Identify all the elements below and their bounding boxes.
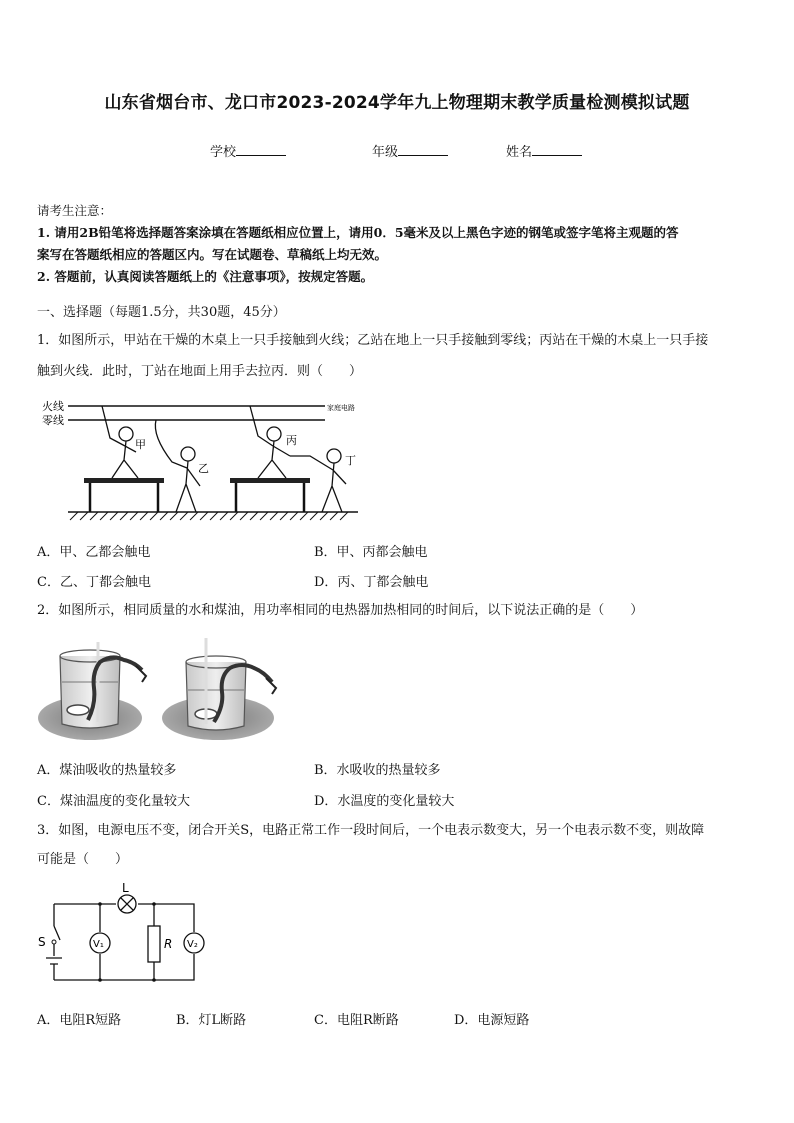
- wire-right-bottom: [54, 904, 194, 980]
- person-jia: [102, 406, 138, 478]
- school-label: 学校: [210, 145, 237, 160]
- section-heading: 一、选择题（每题1.5分，共30题，45分）: [37, 305, 286, 320]
- name-field: [506, 141, 582, 160]
- name-blank[interactable]: [532, 143, 582, 156]
- v1-label: V₁: [93, 939, 104, 950]
- resistor-symbol: [148, 926, 160, 962]
- school-blank[interactable]: [236, 143, 286, 156]
- person-ding-label: 丁: [345, 454, 356, 467]
- switch-label: S: [38, 935, 46, 949]
- q1-option-a[interactable]: A．甲、乙都会触电: [37, 545, 151, 560]
- q1-figure: [40, 396, 370, 524]
- person-bing: [250, 406, 290, 478]
- q3-circuit: [36, 880, 216, 990]
- notice-item-1-line-2: 案写在答题纸相应的答题区内。写在试题卷、草稿纸上均无效。: [37, 247, 388, 262]
- q2-option-b[interactable]: B．水吸收的热量较多: [314, 763, 441, 778]
- person-yi-label: 乙: [198, 462, 209, 475]
- beaker-water: [38, 642, 146, 740]
- q3-option-a[interactable]: A．电阻R短路: [37, 1013, 122, 1028]
- notice-item-2: 2. 答题前，认真阅读答题纸上的《注意事项》，按规定答题。: [37, 269, 374, 284]
- q2-stem: 2．如图所示，相同质量的水和煤油，用功率相同的电热器加热相同的时间后，以下说法正确的是（ ）: [37, 603, 644, 618]
- table-left: [84, 478, 164, 512]
- circuit-label: 家庭电路: [327, 404, 355, 412]
- q3-option-b[interactable]: B．灯L断路: [176, 1013, 247, 1028]
- grade-field: [372, 141, 448, 160]
- person-yi: [155, 420, 200, 512]
- notice-heading: 请考生注意：: [37, 203, 113, 218]
- notice-item-1-line-1: 1. 请用2B铅笔将选择题答案涂填在答题纸相应位置上，请用0．5毫米及以上黑色字迹的钢笔或签字笔将主观题的答: [37, 225, 679, 240]
- q3-option-d[interactable]: D．电源短路: [454, 1013, 530, 1028]
- switch-blade: [54, 926, 60, 940]
- ground-hatching: [70, 512, 348, 520]
- name-label: 姓名: [506, 145, 533, 160]
- notice-block: [37, 200, 759, 288]
- grade-label: 年级: [372, 145, 399, 160]
- beaker-kerosene: [162, 638, 276, 740]
- q2-figure: [38, 632, 278, 748]
- live-wire-label: 火线: [42, 400, 64, 413]
- q3-stem-line-1: 3．如图，电源电压不变，闭合开关S，电路正常工作一段时间后，一个电表示数变大，另一个电表示数不变，则故障: [37, 823, 705, 838]
- lamp-label: L: [122, 881, 129, 895]
- person-jia-label: 甲: [135, 438, 146, 451]
- v2-label: V₂: [187, 939, 198, 950]
- q3-option-c[interactable]: C．电阻R断路: [314, 1013, 399, 1028]
- q1-option-c[interactable]: C．乙、丁都会触电: [37, 575, 151, 590]
- grade-blank[interactable]: [398, 143, 448, 156]
- resistor-label: R: [164, 937, 173, 951]
- q1-stem-line-1: 1．如图所示，甲站在干燥的木桌上一只手接触到火线；乙站在地上一只手接触到零线；丙站在干燥的木桌上一只手接: [37, 333, 709, 348]
- page-title: 山东省烟台市、龙口市2023-2024学年九上物理期末教学质量检测模拟试题: [104, 93, 690, 113]
- q1-option-b[interactable]: B．甲、丙都会触电: [314, 545, 428, 560]
- school-field: [210, 141, 286, 160]
- q2-option-c[interactable]: C．煤油温度的变化量较大: [37, 794, 190, 809]
- battery-symbol: [46, 958, 62, 964]
- q2-option-a[interactable]: A．煤油吸收的热量较多: [37, 763, 177, 778]
- table-right: [230, 478, 310, 512]
- q1-stem-line-2: 触到火线．此时，丁站在地面上用手去拉丙．则（ ）: [37, 364, 363, 379]
- person-bing-label: 丙: [286, 434, 297, 447]
- q3-stem-line-2: 可能是（ ）: [37, 852, 129, 867]
- neutral-wire-label: 零线: [42, 414, 64, 427]
- q1-option-d[interactable]: D．丙、丁都会触电: [314, 575, 429, 590]
- q2-option-d[interactable]: D．水温度的变化量较大: [314, 794, 455, 809]
